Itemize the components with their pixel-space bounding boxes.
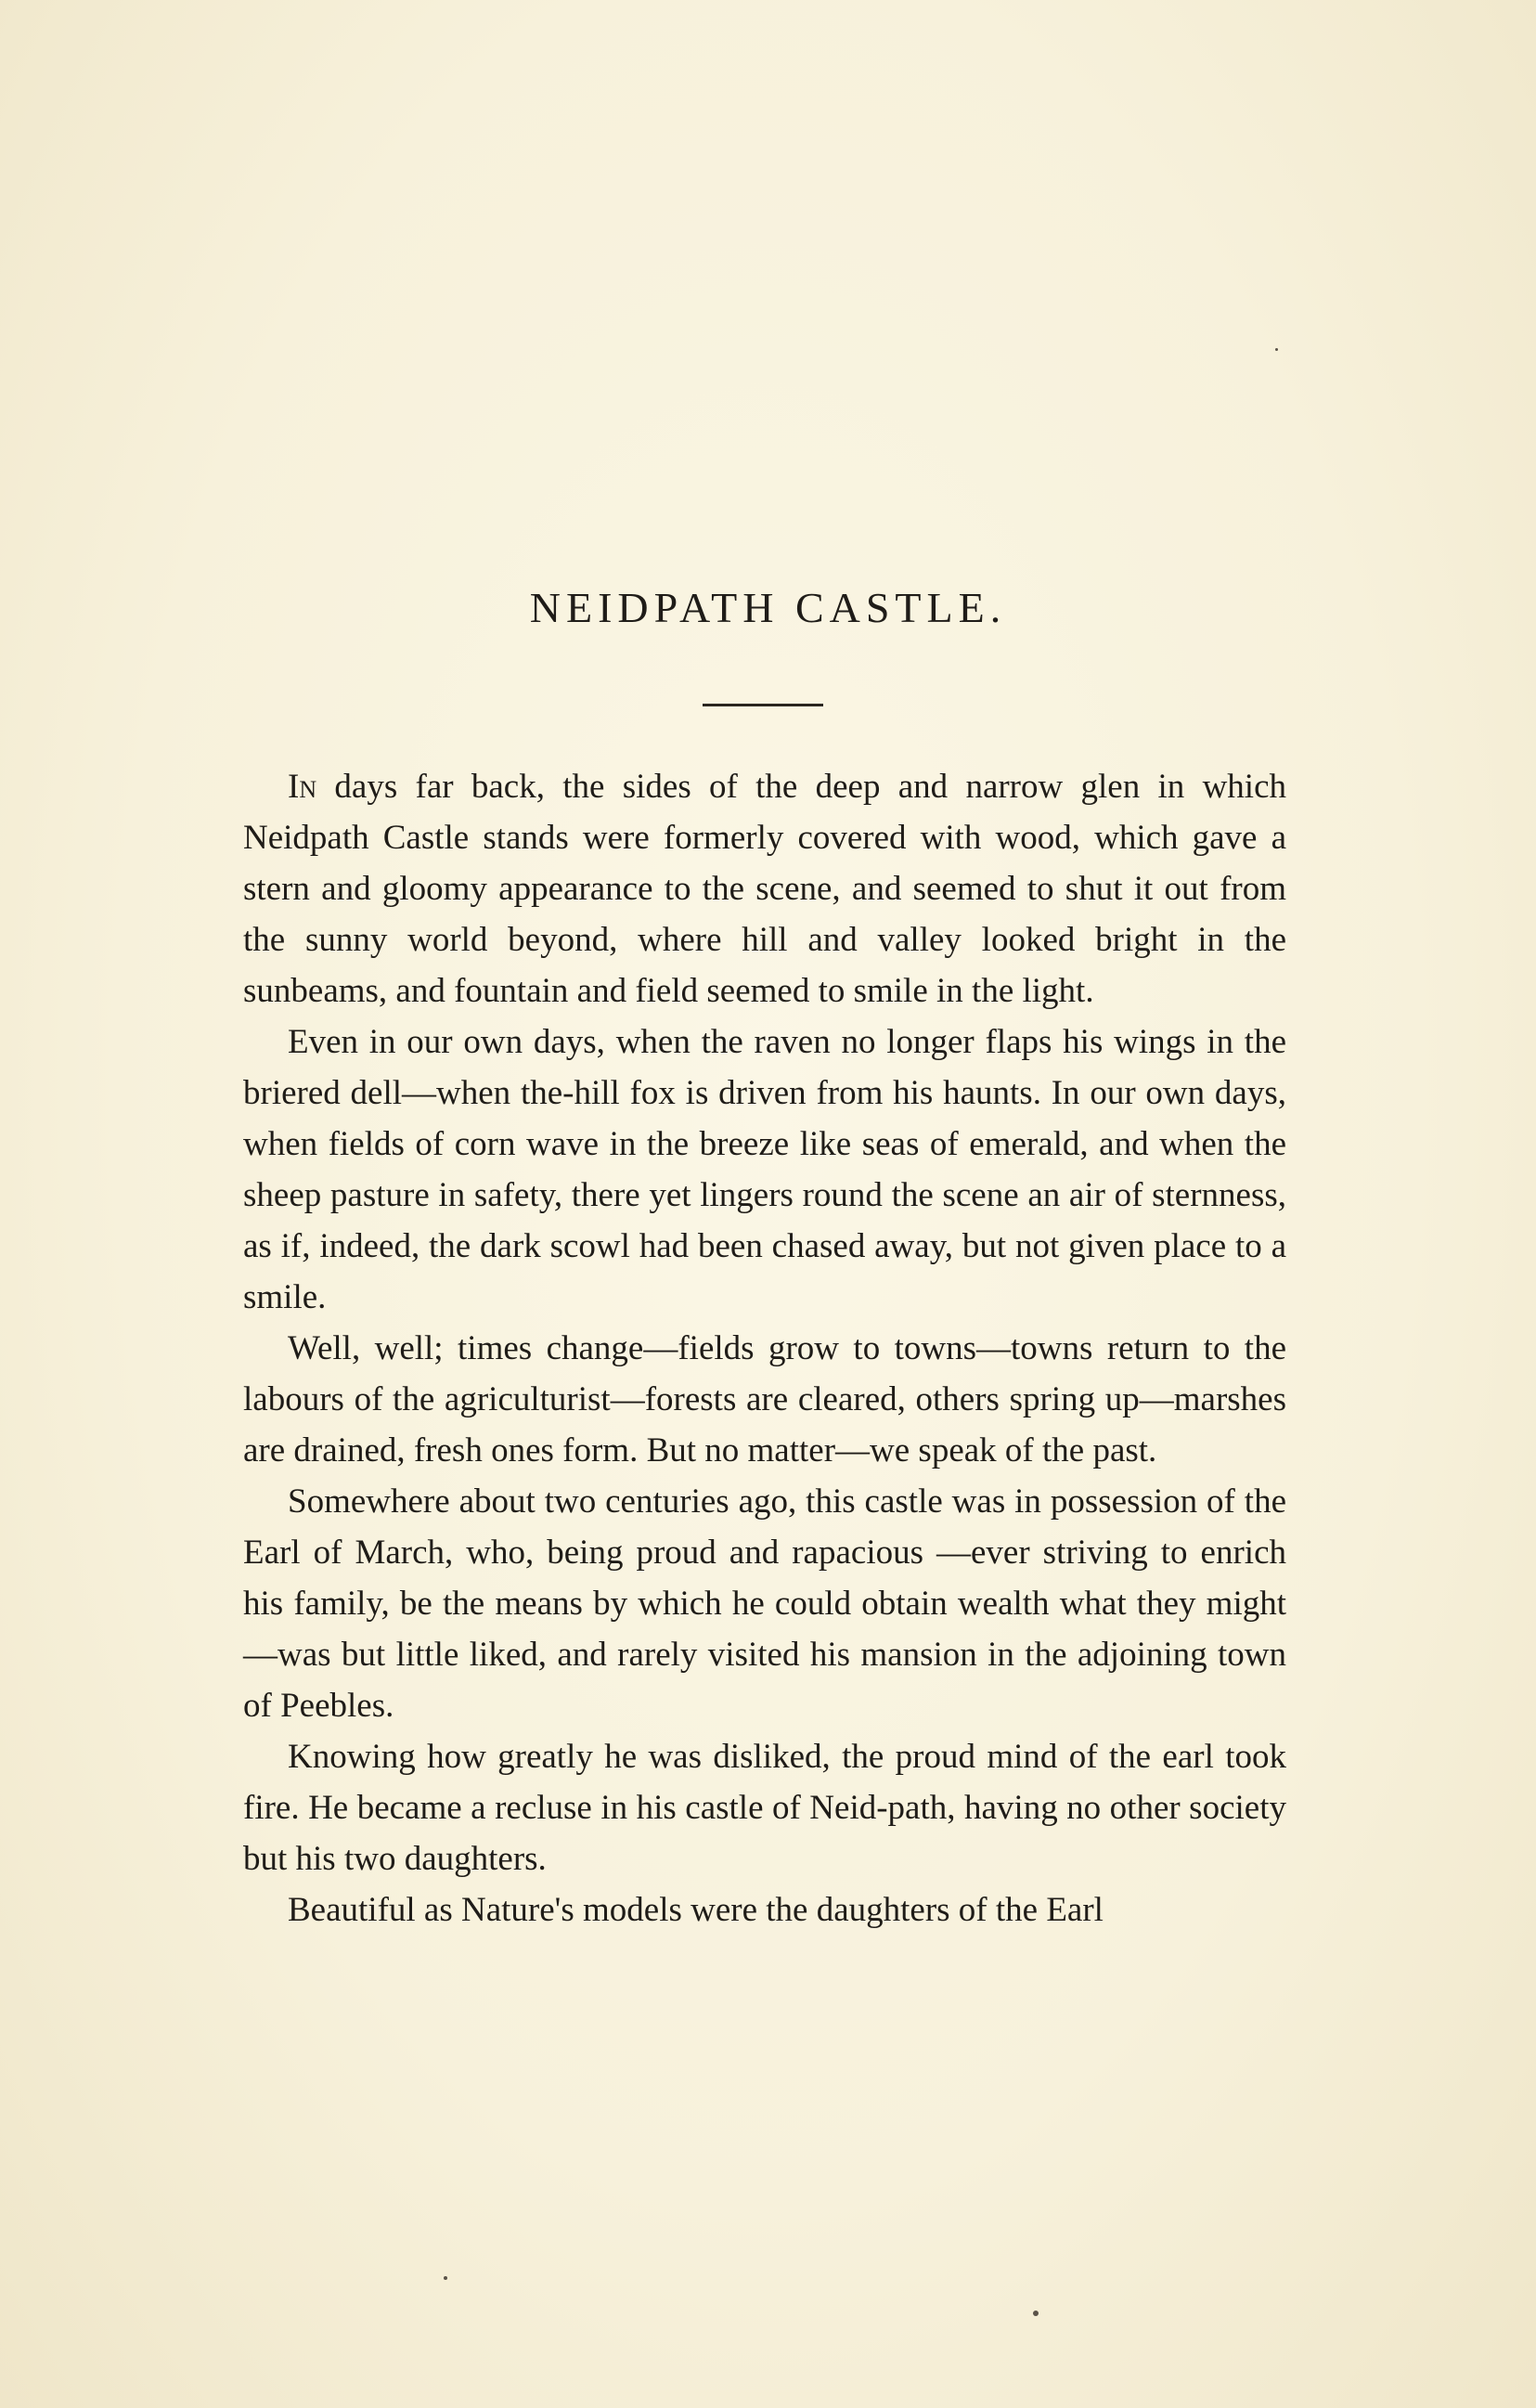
paragraph xyxy=(243,761,1286,1016)
drop-lead-word: In xyxy=(288,768,317,806)
paragraph: Even in our own days, when the raven no longer flaps his wings in the briered dell—when the-hill fox is driven from his haunts. In our own days, when fields of corn wave in the breeze like seas of emerald, and when the sheep pasture in safety, there yet lingers round the scene an air of sternness, as if, indeed, the dark scowl had been chased away, but not given place to a smile. xyxy=(243,1023,1286,1316)
paper-speck xyxy=(1275,348,1278,351)
chapter-body xyxy=(243,761,1286,1935)
paragraph: Well, well; times change—fields grow to towns—towns return to the labours of the agriculturist—forests are cleared, others spring up—marshes are drained, fresh ones form. But no matter—we speak of the past. xyxy=(243,1329,1286,1469)
paragraph: Knowing how greatly he was disliked, the proud mind of the earl took fire. He became a recluse in his castle of Neid-path, having no other society but his two daughters. xyxy=(243,1738,1286,1878)
paper-speck xyxy=(444,2276,447,2280)
paragraph: Beautiful as Nature's models were the daughters of the Earl xyxy=(288,1891,1104,1929)
paragraph-text: days far back, the sides of the deep and narrow glen in which Neidpath Castle stands were formerly covered with wood, which gave a stern and gloomy appearance to the scene, and seemed to shut it out from the sunny world beyond, where hill and valley looked bright in the sunbeams, and fountain and field seemed to smile in the light. xyxy=(243,768,1286,1010)
paragraph: Somewhere about two centuries ago, this castle was in possession of the Earl of March, who, being proud and rapacious —ever striving to enrich his family, be the means by which he could obtain wealth what they might—was but little liked, and rarely visited his mansion in the adjoining town of Peebles. xyxy=(243,1482,1286,1725)
chapter-title: NEIDPATH CASTLE. xyxy=(529,584,1007,631)
paper-speck xyxy=(1033,2311,1039,2316)
title-divider xyxy=(703,704,823,706)
